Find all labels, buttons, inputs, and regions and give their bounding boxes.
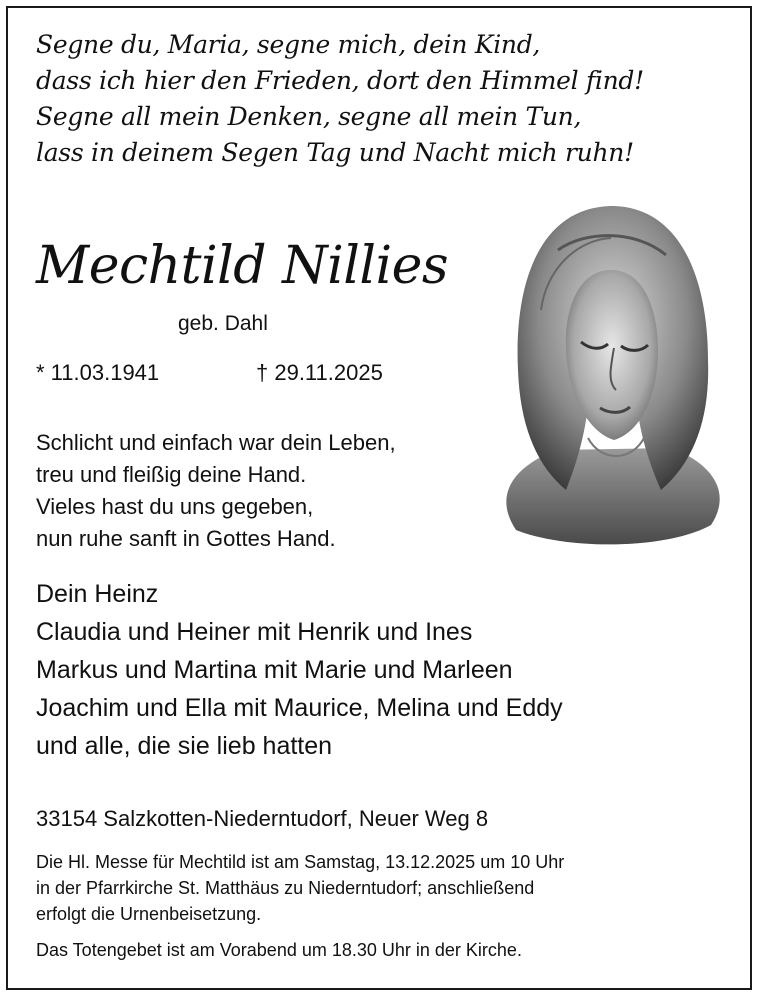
obituary-frame <box>6 6 752 990</box>
madonna-portrait-icon <box>496 200 726 548</box>
poem-line-1: Schlicht und einfach war dein Leben, <box>36 430 396 455</box>
verse-line-3: Segne all mein Denken, segne all mein Tun, <box>36 102 582 131</box>
family-line-3: Markus und Martina mit Marie und Marleen <box>36 656 513 684</box>
birth-date: * 11.03.1941 <box>36 360 160 385</box>
family-line-1: Dein Heinz <box>36 580 159 608</box>
verse-line-2: dass ich hier den Frieden, dort den Himmel find! <box>36 66 644 95</box>
verse-line-1: Segne du, Maria, segne mich, dein Kind, <box>36 30 541 59</box>
service-line-1: Die Hl. Messe für Mechtild ist am Samstag, 13.12.2025 um 10 Uhr <box>36 852 565 872</box>
poem-line-2: treu und fleißig deine Hand. <box>36 462 307 487</box>
family-line-4: Joachim und Ella mit Maurice, Melina und Eddy <box>36 694 563 722</box>
family-line-2: Claudia und Heiner mit Henrik und Ines <box>36 618 473 646</box>
service-line-2: in der Pfarrkirche St. Matthäus zu Niederntudorf; anschließend <box>36 878 535 898</box>
deceased-name: Mechtild Nillies <box>36 236 449 296</box>
poem-line-4: nun ruhe sanft in Gottes Hand. <box>36 526 336 551</box>
address: 33154 Salzkotten-Niederntudorf, Neuer Weg 8 <box>36 806 489 831</box>
prayer-line: Das Totengebet ist am Vorabend um 18.30 Uhr in der Kirche. <box>36 940 522 960</box>
death-date: † 29.11.2025 <box>256 360 383 385</box>
verse-line-4: lass in deinem Segen Tag und Nacht mich ruhn! <box>36 138 634 167</box>
poem-line-3: Vieles hast du uns gegeben, <box>36 494 314 519</box>
family-line-5: und alle, die sie lieb hatten <box>36 732 333 760</box>
maiden-name: geb. Dahl <box>178 312 268 335</box>
service-line-3: erfolgt die Urnenbeisetzung. <box>36 904 262 924</box>
